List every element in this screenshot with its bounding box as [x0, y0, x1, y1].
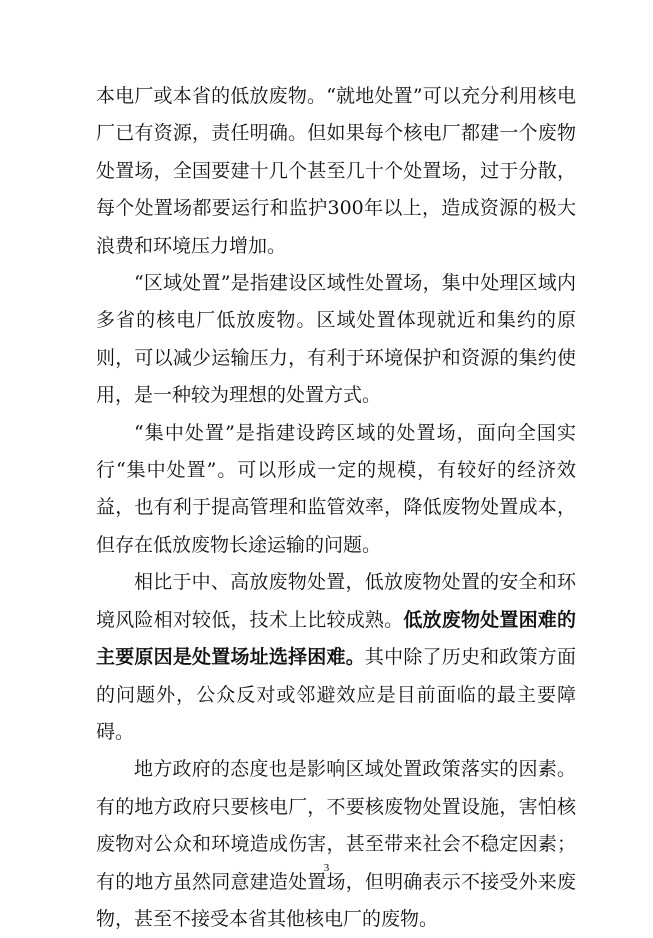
paragraph-site-selection-tail: 其中除了历史和政策方面的问题外，公众反对或邻避效应是目前面临的最主要障碍。 [96, 646, 576, 743]
paragraph-centralized-disposal: “集中处置”是指建设跨区域的处置场，面向全国实行“集中处置”。可以形成一定的规模，有较好的经济效益，也有利于提高管理和监管效率，降低废物处置成本，但存在低放废物长途运输的问题。 [96, 421, 576, 556]
body-text [96, 78, 576, 938]
paragraph-regional-disposal: “区域处置”是指建设区域性处置场，集中处理区域内多省的核电厂低放废物。区域处置体现就近和集约的原则，可以减少运输压力，有利于环境保护和资源的集约使用，是一种较为理想的处置方式。 [96, 272, 576, 407]
paragraph-local-government: 地方政府的态度也是影响区域处置政策落实的因素。有的地方政府只要核电厂，不要核废物处置设施，害怕核废物对公众和环境造成伤害，甚至带来社会不稳定因素；有的地方虽然同意建造处置场，但明确表示不接受外来废物，甚至不接受本省其他核电厂的废物。 [96, 758, 576, 930]
paragraph-continuation: 本电厂或本省的低放废物。“就地处置”可以充分利用核电厂已有资源，责任明确。但如果每个核电厂都建一个废物处置场，全国要建十几个甚至几十个处置场，过于分散，每个处置场都要运行和监护300年以上，造成资源的极大浪费和环境压力增加。 [96, 85, 576, 257]
paragraph-site-selection-lead: 相比于中、高放废物处置，低放废物处置的安全和环境风险相对较低，技术上比较成熟。 [96, 571, 576, 631]
paragraph-site-selection-emphasis: 低放废物处置困难的主要原因是处置场址选择困难。 [96, 608, 576, 669]
page-number: 3 [323, 862, 330, 874]
paragraph-site-selection [96, 564, 576, 751]
